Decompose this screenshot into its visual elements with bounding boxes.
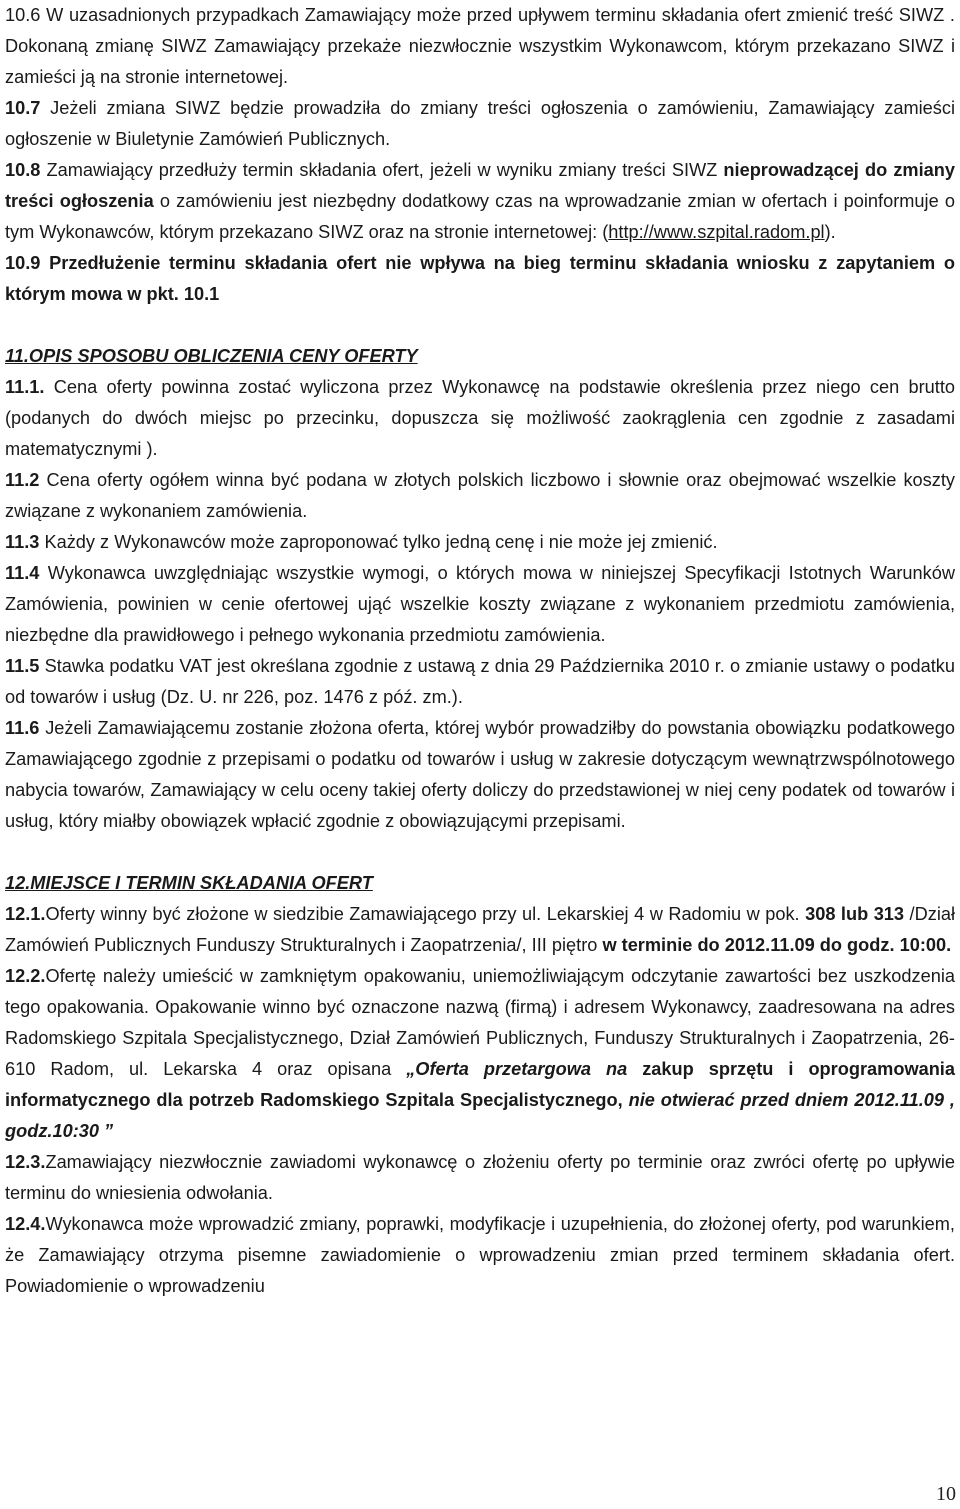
- section-number: 11.3: [5, 532, 40, 552]
- section-number: 12.2.: [5, 966, 46, 986]
- paragraph-text: Oferty winny być złożone w siedzibie Zamawiającego przy ul. Lekarskiej 4 w Radomiu w pok.: [45, 904, 806, 924]
- bold-italic-text: „Oferta przetargowa na: [406, 1059, 628, 1079]
- section-number: 10.8: [5, 160, 41, 180]
- paragraph-12-1: [5, 899, 955, 961]
- bold-text: w terminie do 2012.11.09 do godz. 10:00.: [602, 935, 952, 955]
- section-number: 10.7: [5, 98, 41, 118]
- paragraph-11-3: [5, 527, 955, 558]
- paragraph-12-4: [5, 1209, 955, 1302]
- section-heading-11: 11.OPIS SPOSOBU OBLICZENIA CENY OFERTY: [5, 346, 418, 366]
- paragraph-text: Jeżeli Zamawiającemu zostanie złożona oferta, której wybór prowadziłby do powstania obowiązku podatkowego Zamawiającego zgodnie z przepisami o podatku od towarów i usług w zakresie dotyczącym wewnątrzwspólnotowego nabycia towarów, Zamawiający w celu oceny takiej oferty doliczy do przedstawionej w niej ceny podatek od towarów i usług, który miałby obowiązek wpłacić zgodnie z obowiązującymi przepisami.: [5, 718, 955, 831]
- section-number: 11.5: [5, 656, 40, 676]
- paragraph-text: o zamówieniu jest niezbędny dodatkowy czas na wprowadzanie zmian w ofertach i poinformuje o tym Wykonawców, którym przekazano SIWZ oraz na stronie internetowej: (: [5, 191, 955, 242]
- paragraph-10-8: [5, 155, 955, 248]
- section-heading-12: 12.MIEJSCE I TERMIN SKŁADANIA OFERT: [5, 873, 373, 893]
- bold-text: zakup sprzętu i oprogramowania informatycznego dla potrzeb Radomskiego Szpitala Specjalistycznego,: [5, 1059, 955, 1110]
- paragraph-text: ).: [824, 222, 836, 242]
- paragraph-text: Cena oferty powinna zostać wyliczona przez Wykonawcę na podstawie określenia przez niego cen brutto (podanych do dwóch miejsc po przecinku, dopuszcza się możliwość zaokrąglenia cen zgodnie z zasadami matematycznymi ).: [5, 377, 955, 459]
- section-number: 12.3.: [5, 1152, 46, 1172]
- section-number: 11.2: [5, 470, 40, 490]
- paragraph-11-2: [5, 465, 955, 527]
- page-number: 10: [936, 1483, 956, 1505]
- paragraph-11-5: [5, 651, 955, 713]
- paragraph-text: Ofertę należy umieścić w zamkniętym opakowaniu, uniemożliwiającym odczytanie zawartości bez uszkodzenia tego opakowania. Opakowanie winno być oznaczone nazwą (firmą) i adresem Wykonawcy, zaadresowana na adres Radomskiego Szpitala Specjalistycznego, Dział Zamówień Publicznych, Funduszy Strukturalnych i Zaopatrzenia, 26-610 Radom, ul. Lekarska 4 oraz opisana: [5, 966, 955, 1079]
- paragraph-text: /Dział Zamówień Publicznych Funduszy Strukturalnych i Zaopatrzenia/, III piętro: [5, 904, 956, 955]
- paragraph-11-4: [5, 558, 955, 651]
- section-number: 11.4: [5, 563, 40, 583]
- section-number: 11.1.: [5, 377, 45, 397]
- bold-text: 308 lub 313: [805, 904, 905, 924]
- section-number: 12.4.: [5, 1214, 46, 1234]
- section-number: 12.1.: [5, 904, 46, 924]
- paragraph-10-6: 10.6 W uzasadnionych przypadkach Zamawiający może przed upływem terminu składania ofert zmienić treść SIWZ . Dokonaną zmianę SIWZ Zamawiający przekaże niezwłocznie wszystkim Wykonawcom, którym przekazano SIWZ i zamieści ją na stronie internetowej.: [5, 5, 955, 87]
- paragraph-text: Cena oferty ogółem winna być podana w złotych polskich liczbowo i słownie oraz obejmować wszelkie koszty związane z wykonaniem zamówienia.: [5, 470, 955, 521]
- paragraph-12-2: [5, 961, 955, 1147]
- paragraph-10-7: [5, 93, 955, 155]
- paragraph-10-9: 10.9 Przedłużenie terminu składania ofert nie wpływa na bieg terminu składania wniosku z zapytaniem o którym mowa w pkt. 10.1: [5, 253, 955, 304]
- paragraph-11-6: [5, 713, 955, 837]
- paragraph-text: Zamawiający przedłuży termin składania ofert, jeżeli w wyniku zmiany treści SIWZ: [40, 160, 724, 180]
- paragraph-12-3: [5, 1147, 955, 1209]
- section-number: 11.6: [5, 718, 40, 738]
- hospital-website-link[interactable]: http://www.szpital.radom.pl: [608, 222, 825, 242]
- paragraph-text: Zamawiający niezwłocznie zawiadomi wykonawcę o złożeniu oferty po terminie oraz zwróci ofertę po upływie terminu do wniesienia odwołania.: [5, 1152, 955, 1203]
- document-page: [5, 0, 955, 1302]
- paragraph-text: Stawka podatku VAT jest określana zgodnie z ustawą z dnia 29 Października 2010 r. o zmianie ustawy o podatku od towarów i usług (Dz. U. nr 226, poz. 1476 z póź. zm.).: [5, 656, 955, 707]
- paragraph-text: Wykonawca uwzględniając wszystkie wymogi, o których mowa w niniejszej Specyfikacji Istotnych Warunków Zamówienia, powinien w cenie ofertowej ująć wszelkie koszty związane z wykonaniem przedmiotu zamówienia, niezbędne dla prawidłowego i pełnego wykonania przedmiotu zamówienia.: [5, 563, 955, 645]
- paragraph-text: Wykonawca może wprowadzić zmiany, poprawki, modyfikacje i uzupełnienia, do złożonej oferty, pod warunkiem, że Zamawiający otrzyma pisemne zawiadomienie o wprowadzeniu zmian przed terminem składania ofert. Powiadomienie o wprowadzeniu: [5, 1214, 955, 1296]
- spacer: [5, 310, 955, 341]
- paragraph-text: Każdy z Wykonawców może zaproponować tylko jedną cenę i nie może jej zmienić.: [39, 532, 718, 552]
- spacer: [5, 837, 955, 868]
- bold-italic-text: nie otwierać przed dniem 2012.11.09 , godz.10:30 ”: [5, 1090, 955, 1141]
- paragraph-11-1: [5, 372, 955, 465]
- paragraph-text: Jeżeli zmiana SIWZ będzie prowadziła do zmiany treści ogłoszenia o zamówieniu, Zamawiający zamieści ogłoszenie w Biuletynie Zamówień Publicznych.: [5, 98, 955, 149]
- bold-text: nieprowadzącej do zmiany treści ogłoszenia: [5, 160, 955, 211]
